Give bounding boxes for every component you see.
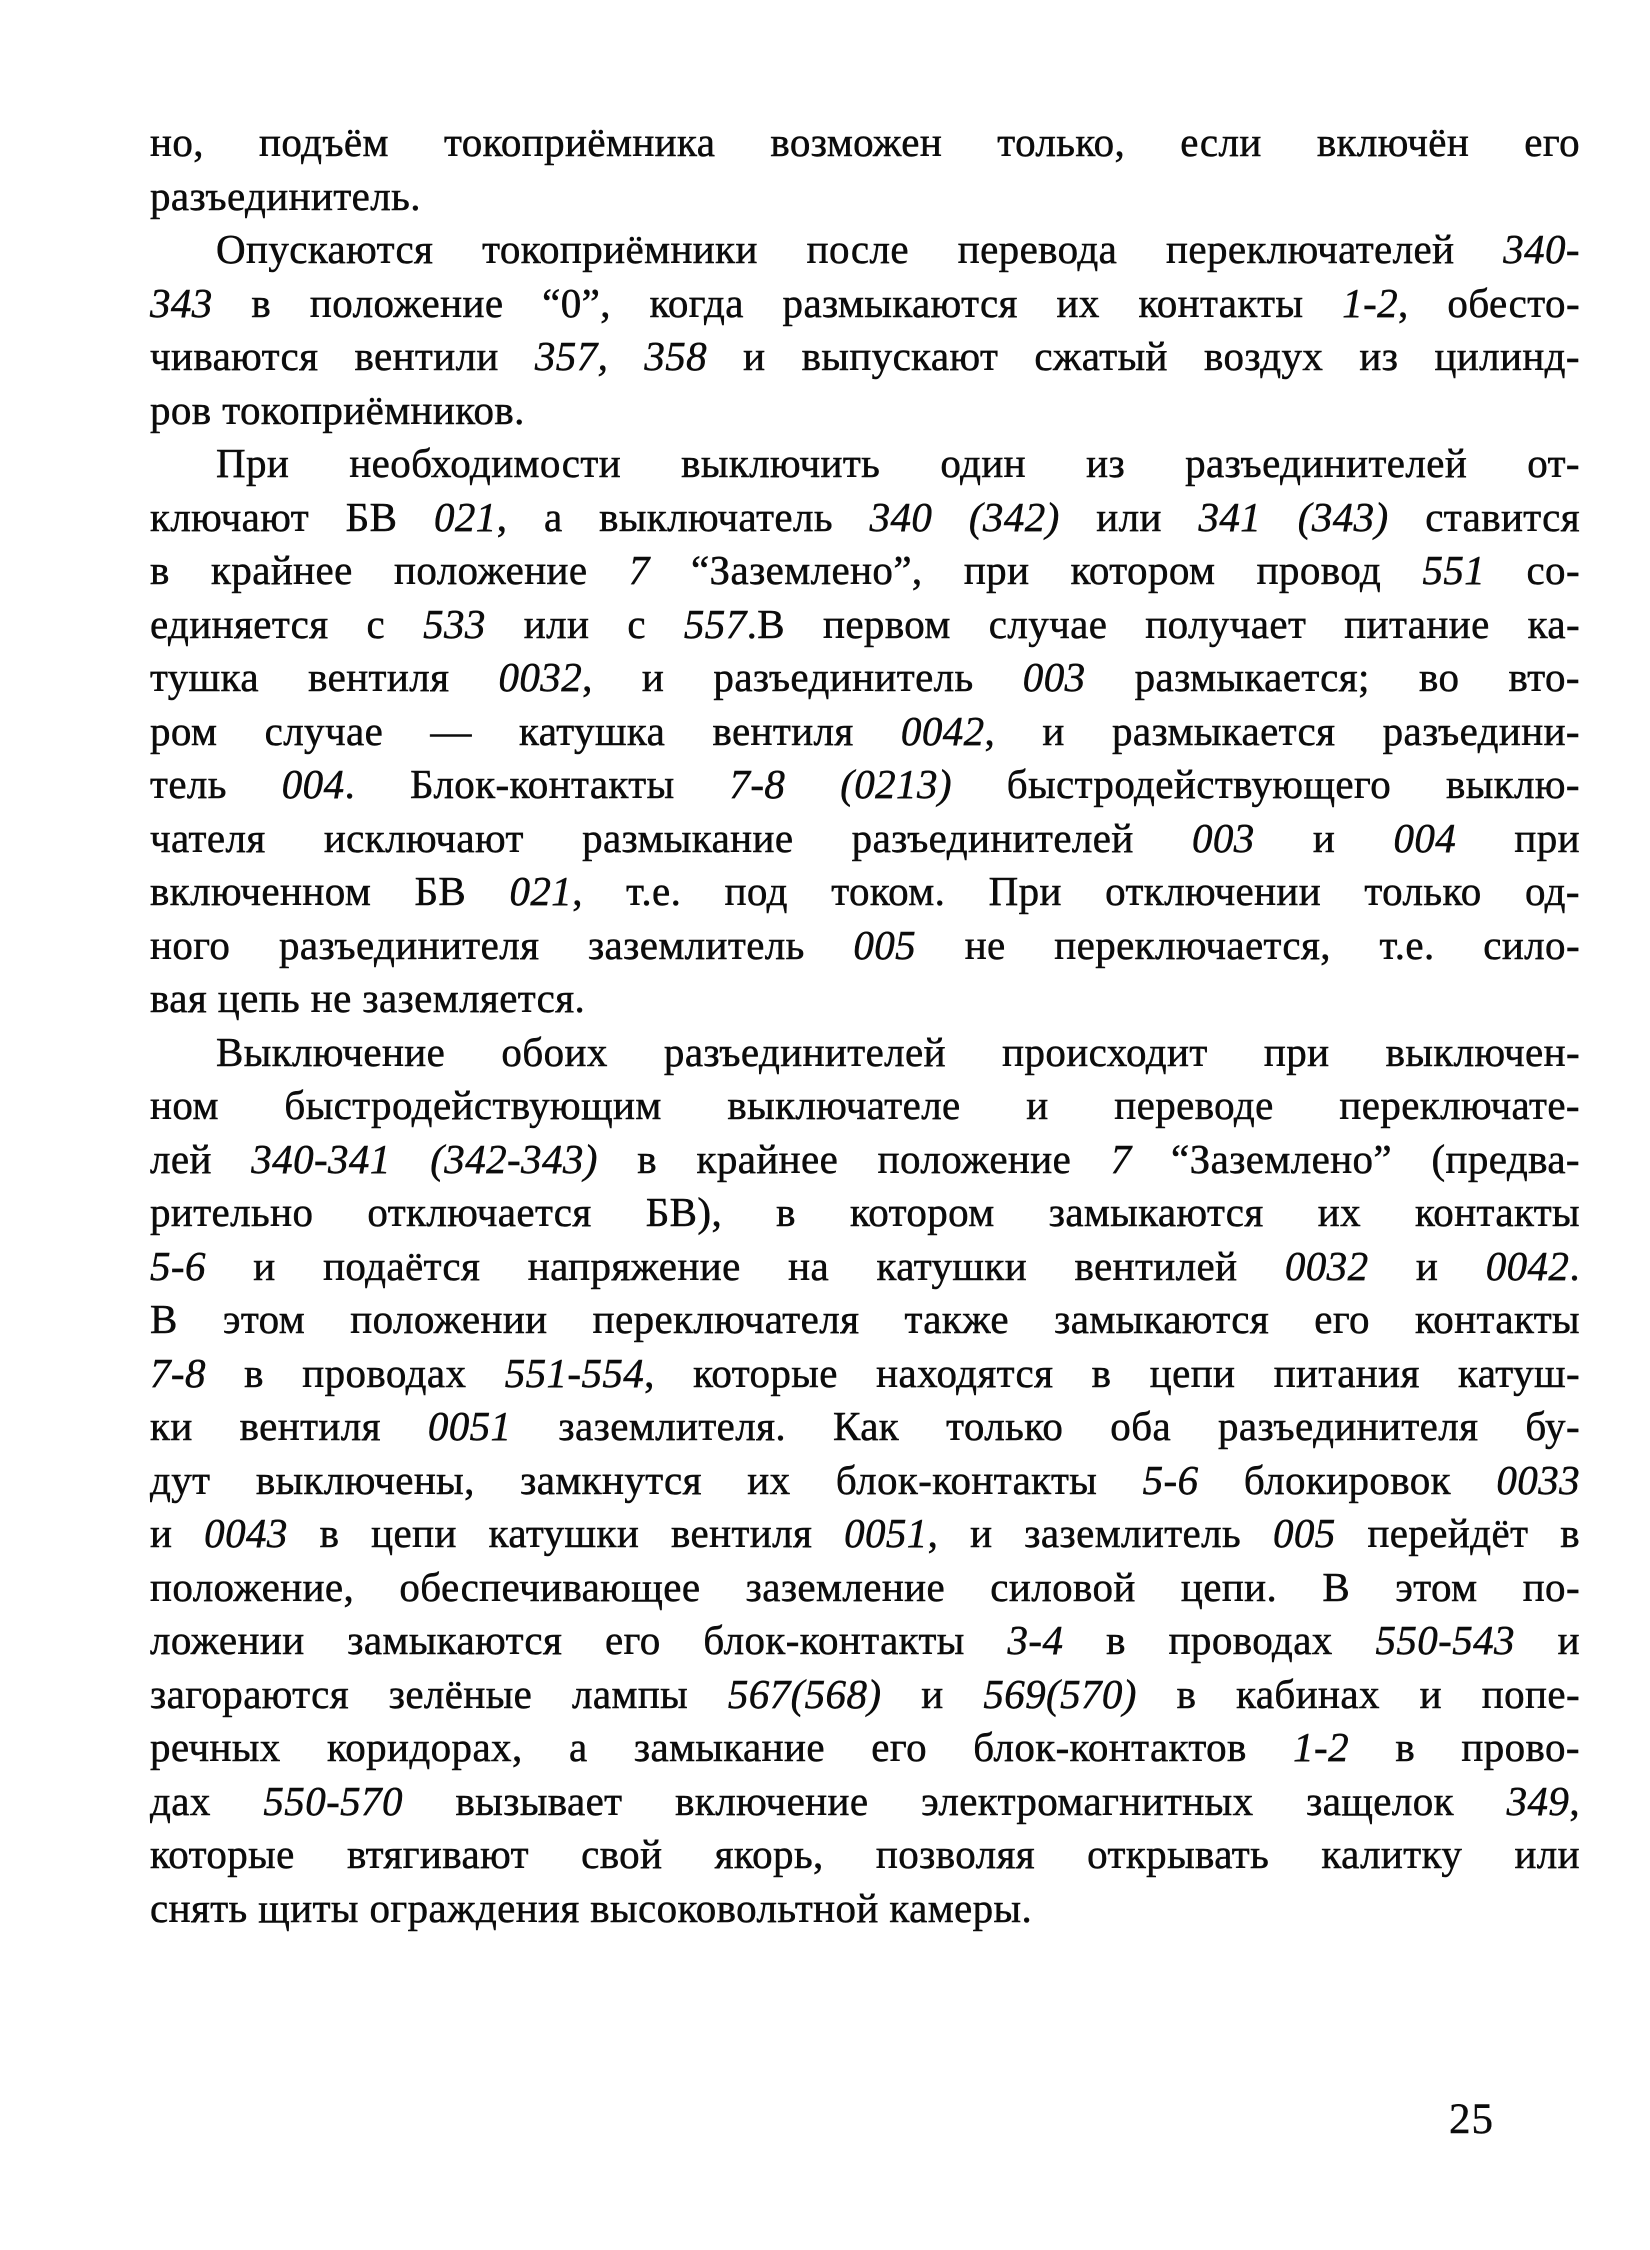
text-line	[150, 1240, 1580, 1294]
text-line	[150, 170, 1580, 224]
text-run: .	[1569, 1242, 1580, 1289]
text-run: ,	[1569, 1777, 1580, 1824]
text-run: единяется с	[150, 600, 424, 647]
text-run	[785, 761, 840, 807]
text-run: , а выключатель	[496, 493, 870, 540]
designation-number: 550-570	[263, 1777, 403, 1824]
text-line	[150, 812, 1580, 866]
designation-number: 0042	[1485, 1242, 1570, 1289]
text-run: В этом положении переключателя также замыкаются его контакты	[150, 1296, 1580, 1342]
designation-number: 004	[1393, 814, 1457, 861]
designation-number: 7	[1110, 1135, 1132, 1182]
text-run: ключают БВ	[150, 493, 434, 540]
text-run: и	[881, 1670, 984, 1717]
text-line	[150, 1614, 1580, 1668]
text-run: , и заземлитель	[927, 1510, 1273, 1556]
text-line	[150, 1882, 1580, 1936]
text-run: или	[1059, 493, 1199, 540]
designation-number: 1-2	[1342, 279, 1399, 326]
text-run: ложении замыкаются его блок-контакты	[150, 1617, 1008, 1663]
designation-number: 003	[1022, 654, 1086, 700]
text-run: размыкается; во вто-	[1085, 654, 1580, 700]
designation-number: 7-8	[150, 1349, 206, 1396]
text-run: в положение “0”, когда размыкаются их контакты	[212, 279, 1343, 326]
text-run: перейдёт в	[1335, 1510, 1580, 1556]
text-line	[150, 1026, 1580, 1080]
designation-number: 557	[683, 600, 747, 647]
text-line	[150, 223, 1580, 277]
text-run: вызывает включение электромагнитных защелок	[402, 1777, 1507, 1824]
text-line	[150, 116, 1580, 170]
designation-number: (0213)	[840, 761, 952, 807]
text-line	[150, 384, 1580, 438]
text-run: , и размыкается разъедини-	[984, 707, 1580, 754]
text-line	[150, 437, 1580, 491]
text-run: которые втягивают свой якорь, позволяя открывать калитку или	[150, 1831, 1580, 1877]
text-line	[150, 865, 1580, 919]
text-run: речных коридорах, а замыкание его блок-контактов	[150, 1724, 1294, 1770]
designation-number: 3-4	[1007, 1617, 1064, 1663]
text-line	[150, 598, 1580, 652]
text-run: разъединитель.	[150, 172, 421, 219]
text-run: в прово-	[1348, 1724, 1580, 1770]
text-run: дут выключены, замкнутся их блок-контакты	[150, 1456, 1143, 1503]
designation-number: 1-2	[1293, 1724, 1349, 1770]
text-run: блокировок	[1198, 1456, 1497, 1503]
text-line	[150, 1507, 1580, 1561]
designation-number: 569(570)	[983, 1670, 1137, 1717]
text-run: вая цепь не заземляется.	[150, 975, 586, 1021]
text-run: в цепи катушки вентиля	[287, 1510, 845, 1556]
text-line	[150, 1133, 1580, 1187]
designation-number: 550-543	[1375, 1617, 1515, 1663]
text-run: включенном БВ	[150, 868, 510, 914]
text-run: ном быстродействующим выключателе и переводе переключате-	[150, 1082, 1580, 1128]
text-run: тушка вентиля	[150, 654, 499, 700]
text-run: чателя исключают размыкание разъединителей	[150, 814, 1192, 861]
text-run: и	[1254, 814, 1394, 861]
text-run: рительно отключается БВ), в котором замыкаются их контакты	[150, 1189, 1580, 1235]
text-run: “Заземлено” (предва-	[1131, 1135, 1580, 1182]
text-run: При необходимости выключить один из разъединителей от-	[216, 440, 1580, 486]
text-run: не переключается, т.е. сило-	[916, 921, 1580, 968]
designation-number: 343	[150, 279, 213, 326]
text-run: , которые находятся в цепи питания катуш-	[644, 1349, 1580, 1396]
designation-number: 7	[628, 547, 650, 593]
text-line	[150, 1561, 1580, 1615]
designation-number: 551	[1422, 547, 1486, 593]
text-line	[150, 651, 1580, 705]
designation-number: 0032	[498, 654, 583, 700]
designation-number: 021	[433, 493, 497, 540]
designation-number: 0051	[844, 1510, 928, 1556]
text-line	[150, 1454, 1580, 1508]
text-line	[150, 1668, 1580, 1722]
text-run: при	[1456, 814, 1581, 861]
text-line	[150, 1721, 1580, 1775]
text-run: или с	[485, 600, 684, 647]
text-run: . Блок-контакты	[344, 761, 730, 807]
text-run: заземлителя. Как только оба разъединителя бу-	[511, 1403, 1581, 1449]
text-run: “Заземлено”, при котором провод	[649, 547, 1423, 593]
page-number: 25	[1449, 2096, 1494, 2143]
designation-number: 551-554	[504, 1349, 645, 1396]
text-line	[150, 919, 1580, 973]
designation-number: 340 (342)	[869, 493, 1060, 540]
designation-number: 341 (343)	[1198, 493, 1389, 540]
text-line	[150, 1079, 1580, 1133]
text-run: в крайнее положение	[597, 1135, 1111, 1182]
text-line	[150, 544, 1580, 598]
designation-number: (342-343)	[430, 1135, 598, 1182]
designation-number: 357, 358	[534, 333, 708, 379]
designation-number: 567(568)	[727, 1670, 882, 1717]
text-run: .В первом случае получает питание ка-	[746, 600, 1580, 647]
designation-number: 0051	[427, 1403, 512, 1449]
text-run: быстродействующего выклю-	[951, 761, 1580, 807]
text-run: положение, обеспечивающее заземление силовой цепи. В этом по-	[150, 1563, 1580, 1610]
text-run: загораются зелёные лампы	[150, 1670, 728, 1717]
designation-number: 533	[423, 600, 486, 647]
text-run: в кабинах и попе-	[1136, 1670, 1580, 1717]
text-run: ром случае — катушка вентиля	[150, 707, 901, 754]
text-line	[150, 277, 1580, 331]
designation-number: 5-6	[1142, 1456, 1199, 1503]
designation-number: 0043	[204, 1510, 288, 1556]
text-line	[150, 1828, 1580, 1882]
text-line	[150, 1186, 1580, 1240]
text-run: тель	[150, 761, 282, 807]
text-run: снять щиты ограждения высоковольтной камеры.	[150, 1884, 1033, 1931]
text-run: дах	[150, 1777, 264, 1824]
designation-number: 004	[281, 761, 345, 807]
text-run: со-	[1485, 547, 1580, 593]
text-line	[150, 1775, 1580, 1829]
page-text	[150, 116, 1580, 1935]
designation-number: 340-341	[251, 1135, 391, 1182]
text-line	[150, 1293, 1580, 1347]
text-run: ставится	[1388, 493, 1580, 540]
text-run: , и разъединитель	[582, 654, 1023, 700]
designation-number: 005	[853, 921, 917, 968]
designation-number: 5-6	[150, 1242, 206, 1289]
text-line	[150, 1400, 1580, 1454]
text-run: в проводах	[205, 1349, 505, 1396]
text-run: и	[1514, 1617, 1580, 1663]
text-run: ки вентиля	[150, 1403, 428, 1449]
text-line	[150, 705, 1580, 759]
designation-number: 0033	[1496, 1456, 1580, 1503]
designation-number: 0032	[1284, 1242, 1369, 1289]
text-run: и	[1368, 1242, 1486, 1289]
designation-number: 0042	[900, 707, 985, 754]
text-run: в проводах	[1063, 1617, 1376, 1663]
text-line	[150, 491, 1580, 545]
text-line	[150, 972, 1580, 1026]
text-run: ного разъединителя заземлитель	[150, 921, 854, 968]
text-line	[150, 330, 1580, 384]
text-run: лей	[150, 1135, 252, 1182]
designation-number: 003	[1191, 814, 1255, 861]
designation-number: 340-	[1503, 226, 1580, 272]
text-run: и выпускают сжатый воздух из цилинд-	[707, 333, 1580, 379]
text-run: и	[150, 1510, 205, 1556]
text-run: Выключение обоих разъединителей происходит при выключен-	[216, 1028, 1580, 1075]
text-run: но, подъём токоприёмника возможен только, если включён его	[150, 119, 1580, 165]
designation-number: 021	[509, 868, 573, 914]
designation-number: 7-8	[729, 761, 786, 807]
text-run: и подаётся напряжение на катушки вентилей	[205, 1242, 1285, 1289]
text-run: Опускаются токоприёмники после перевода переключателей	[216, 226, 1504, 272]
text-line	[150, 1347, 1580, 1401]
designation-number: 005	[1272, 1510, 1336, 1556]
text-run: ров токоприёмников.	[150, 386, 525, 433]
text-run: , т.е. под током. При отключении только од-	[572, 868, 1580, 914]
text-run: , обесто-	[1398, 279, 1580, 326]
text-run: чиваются вентили	[150, 333, 535, 379]
text-run: в крайнее положение	[150, 547, 629, 593]
text-run	[391, 1136, 430, 1182]
designation-number: 349	[1506, 1777, 1570, 1824]
text-line	[150, 758, 1580, 812]
